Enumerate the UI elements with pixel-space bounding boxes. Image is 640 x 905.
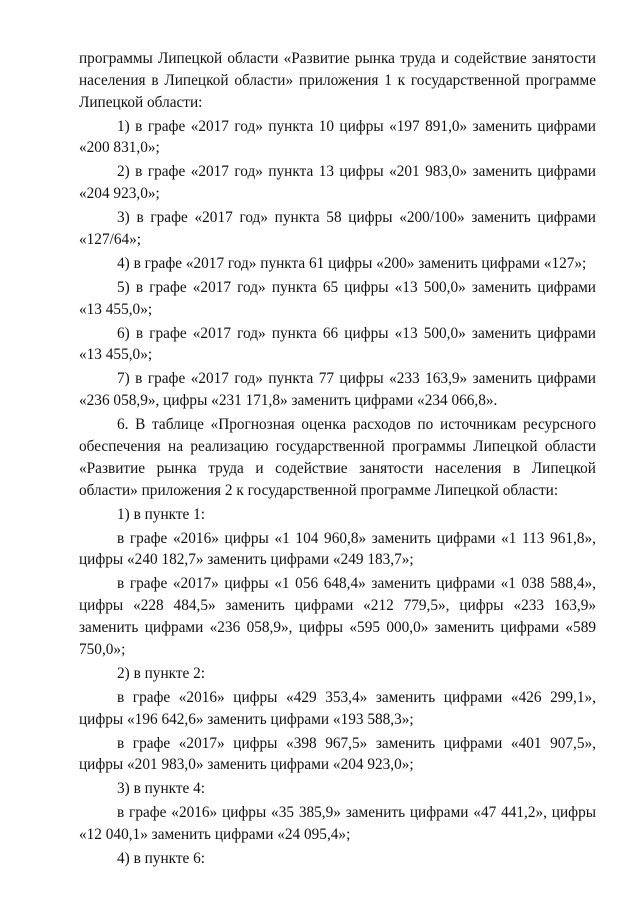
paragraph-item-6: 6) в графе «2017 год» пункта 66 цифры «13 500,0» заменить цифрами «13 455,0»;	[79, 324, 596, 364]
paragraph-point-2-2016: в графе «2016» цифры «429 353,4» заменить цифрами «426 299,1», цифры «196 642,6» заменить цифрами «193 588,3»;	[79, 688, 596, 728]
paragraph-point-6-heading: 4) в пункте 6:	[117, 850, 206, 868]
paragraph-item-2: 2) в графе «2017 год» пункта 13 цифры «201 983,0» заменить цифрами «204 923,0»;	[79, 163, 596, 203]
paragraph-item-1: 1) в графе «2017 год» пункта 10 цифры «197 891,0» заменить цифрами «200 831,0»;	[79, 117, 596, 157]
paragraph-intro: программы Липецкой области «Развитие рынка труда и содействие занятости населения в Липецкой области» приложения 1 к государственной программе Липецкой области:	[79, 50, 596, 111]
paragraph-point-2-heading: 2) в пункте 2:	[117, 664, 206, 682]
paragraph-point-1-heading: 1) в пункте 1:	[117, 505, 206, 523]
paragraph-item-3: 3) в графе «2017 год» пункта 58 цифры «200/100» заменить цифрами «127/64»;	[79, 209, 596, 248]
paragraph-item-5: 5) в графе «2017 год» пункта 65 цифры «13 500,0» заменить цифрами «13 455,0»;	[79, 278, 596, 318]
paragraph-point-1-2016: в графе «2016» цифры «1 104 960,8» заменить цифрами «1 113 961,8», цифры «240 182,7» заменить цифрами «249 183,7»;	[79, 529, 596, 569]
paragraph-point-2-2017: в графе «2017» цифры «398 967,5» заменить цифрами «401 907,5», цифры «201 983,0» заменить цифрами «204 923,0»;	[79, 734, 596, 774]
paragraph-point-4-2016: в графе «2016» цифры «35 385,9» заменить цифрами «47 441,2», цифры «12 040,1» заменить цифрами «24 095,4»;	[79, 804, 596, 844]
paragraph-item-7: 7) в графе «2017 год» пункта 77 цифры «233 163,9» заменить цифрами «236 058,9», цифры «231 171,8» заменить цифрами «234 066,8».	[79, 370, 596, 410]
paragraph-point-4-heading: 3) в пункте 4:	[117, 780, 206, 798]
paragraph-item-4: 4) в графе «2017 год» пункта 61 цифры «200» заменить цифрами «127»;	[117, 254, 587, 272]
paragraph-section-6: 6. В таблице «Прогнозная оценка расходов по источникам ресурсного обеспечения на реализацию государственной программы Липецкой области «Развитие рынка труда и содействие занятости населения в Липецкой области» приложения 2 к государственной программе Липецкой области:	[79, 416, 596, 499]
paragraph-point-1-2017: в графе «2017» цифры «1 056 648,4» заменить цифрами «1 038 588,4», цифры «228 484,5» заменить цифрами «212 779,5», цифры «233 163,9» заменить цифрами «236 058,9», цифры «595 000,0» заменить цифрами «589 750,0»;	[79, 575, 596, 658]
